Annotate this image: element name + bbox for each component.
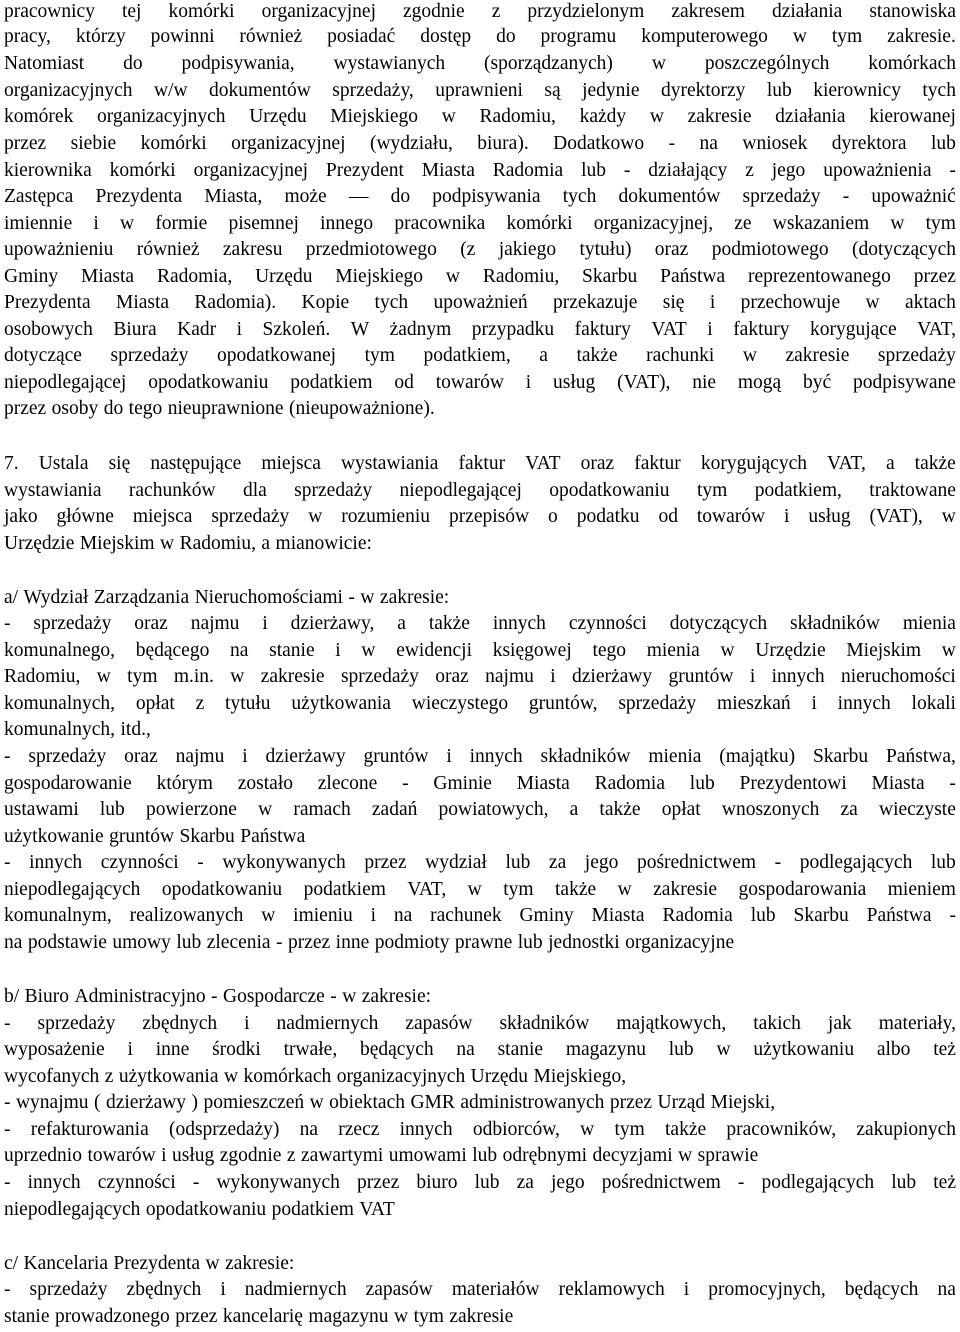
text-line: ustawami lub powierzone w ramach zadań powiatowych, a także opłat wnoszonych za wieczyste: [4, 799, 956, 820]
text-line: - sprzedaży oraz najmu i dzierżawy, a także innych czynności dotyczących składników mienia: [4, 613, 956, 634]
text-line: Zastępca Prezydenta Miasta, może — do podpisywania tych dokumentów sprzedaży - upoważnić: [4, 186, 956, 207]
text-line: pracownicy tej komórki organizacyjnej zgodnie z przydzielonym zakresem działania stanowiska: [4, 1, 956, 22]
text-line: dotyczące sprzedaży opodatkowanej tym podatkiem, a także rachunki w zakresie sprzedaży: [4, 345, 956, 366]
text-line: uprzednio towarów i usług zgodnie z zawartymi umowami lub odrębnymi decyzjami w sprawie: [4, 1145, 759, 1166]
text-line: 7. Ustala się następujące miejsca wystawiania faktur VAT oraz faktur korygujących VAT, a także: [4, 453, 956, 474]
text-line: Radomiu, w tym m.in. w zakresie sprzedaży oraz najmu i dzierżawy gruntów i innych nieruchomości: [4, 666, 956, 687]
text-line: - sprzedaży oraz najmu i dzierżawy gruntów i innych składników mienia (majątku) Skarbu Państwa,: [4, 746, 956, 767]
text-line: niepodlegających opodatkowaniu podatkiem VAT, w tym także w zakresie gospodarowania mieniem: [4, 879, 956, 900]
text-line: przez osoby do tego nieuprawnione (nieupoważnione).: [4, 398, 435, 419]
text-line: osobowych Biura Kadr i Szkoleń. W żadnym przypadku faktury VAT i faktury korygujące VAT,: [4, 319, 956, 340]
text-line: przez siebie komórki organizacyjnej (wydziału, biura). Dodatkowo - na wniosek dyrektora lub: [4, 133, 956, 154]
text-line: - innych czynności - wykonywanych przez biuro lub za jego pośrednictwem - podlegających lub też: [4, 1172, 956, 1193]
text-line: Gminy Miasta Radomia, Urzędu Miejskiego w Radomiu, Skarbu Państwa reprezentowanego przez: [4, 266, 956, 287]
text-line: - innych czynności - wykonywanych przez wydział lub za jego pośrednictwem - podlegających lub: [4, 852, 956, 873]
text-line: jako główne miejsca sprzedaży w rozumieniu przepisów o podatku od towarów i usług (VAT), w: [4, 506, 956, 527]
text-line: - sprzedaży zbędnych i nadmiernych zapasów materiałów reklamowych i promocyjnych, będących na: [4, 1279, 956, 1300]
text-line: na podstawie umowy lub zlecenia - przez inne podmioty prawne lub jednostki organizacyjne: [4, 932, 735, 953]
text-line: Urzędzie Miejskim w Radomiu, a mianowicie:: [4, 533, 372, 554]
text-line: wycofanych z użytkowania w komórkach organizacyjnych Urzędu Miejskiego,: [4, 1066, 627, 1087]
text-line: - wynajmu ( dzierżawy ) pomieszczeń w obiektach GMR administrowanych przez Urząd Miejski,: [4, 1092, 776, 1113]
text-line: komórek organizacyjnych Urzędu Miejskiego w Radomiu, każdy w zakresie działania kierowanej: [4, 106, 956, 127]
text-line: upoważnieniu również zakresu przedmiotowego (z jakiego tytułu) oraz podmiotowego (dotyczących: [4, 239, 956, 260]
text-line: Natomiast do podpisywania, wystawianych (sporządzanych) w poszczególnych komórkach: [4, 53, 956, 74]
text-line: organizacyjnych w/w dokumentów sprzedaży, uprawnieni są jedynie dyrektorzy lub kierownicy tych: [4, 80, 956, 101]
text-line: komunalnych, itd.,: [4, 719, 151, 740]
text-line: imiennie i w formie pisemnej innego pracownika komórki organizacyjnej, ze wskazaniem w tym: [4, 213, 956, 234]
text-line: niepodlegającej opodatkowaniu podatkiem od towarów i usług (VAT), nie mogą być podpisywane: [4, 372, 956, 393]
text-line: c/ Kancelaria Prezydenta w zakresie:: [4, 1253, 295, 1274]
text-line: komunalnym, realizowanych w imieniu i na rachunek Gminy Miasta Radomia lub Skarbu Państwa -: [4, 905, 956, 926]
text-line: - sprzedaży zbędnych i nadmiernych zapasów składników majątkowych, takich jak materiały,: [4, 1013, 956, 1034]
text-line: - refakturowania (odsprzedaży) na rzecz innych odbiorców, w tym także pracowników, zakupionych: [4, 1119, 956, 1140]
text-line: stanie prowadzonego przez kancelarię magazynu w tym zakresie: [4, 1306, 514, 1327]
text-line: komunalnych, opłat z tytułu użytkowania wieczystego gruntów, sprzedaży mieszkań i innych lokali: [4, 693, 956, 714]
text-line: gospodarowanie którym zostało zlecone - Gminie Miasta Radomia lub Prezydentowi Miasta -: [4, 773, 956, 794]
text-line: wyposażenie i inne środki trwałe, będących na stanie magazynu lub w użytkowaniu albo też: [4, 1039, 956, 1060]
text-line: Prezydenta Miasta Radomia). Kopie tych upoważnień przekazuje się i przechowuje w aktach: [4, 292, 956, 313]
text-line: kierownika komórki organizacyjnej Prezydent Miasta Radomia lub - działający z jego upoważnienia -: [4, 160, 956, 181]
text-line: wystawiania rachunków dla sprzedaży niepodlegającej opodatkowaniu tym podatkiem, traktowane: [4, 480, 956, 501]
text-line: b/ Biuro Administracyjno - Gospodarcze - w zakresie:: [4, 986, 432, 1007]
text-line: pracy, którzy powinni również posiadać dostęp do programu komputerowego w tym zakresie.: [4, 26, 956, 47]
text-line: komunalnego, będącego na stanie i w ewidencji księgowej tego mienia w Urzędzie Miejskim w: [4, 640, 956, 661]
text-line: niepodlegających opodatkowaniu podatkiem VAT: [4, 1199, 395, 1220]
text-line: a/ Wydział Zarządzania Nieruchomościami - w zakresie:: [4, 587, 450, 608]
text-line: użytkowanie gruntów Skarbu Państwa: [4, 826, 306, 847]
